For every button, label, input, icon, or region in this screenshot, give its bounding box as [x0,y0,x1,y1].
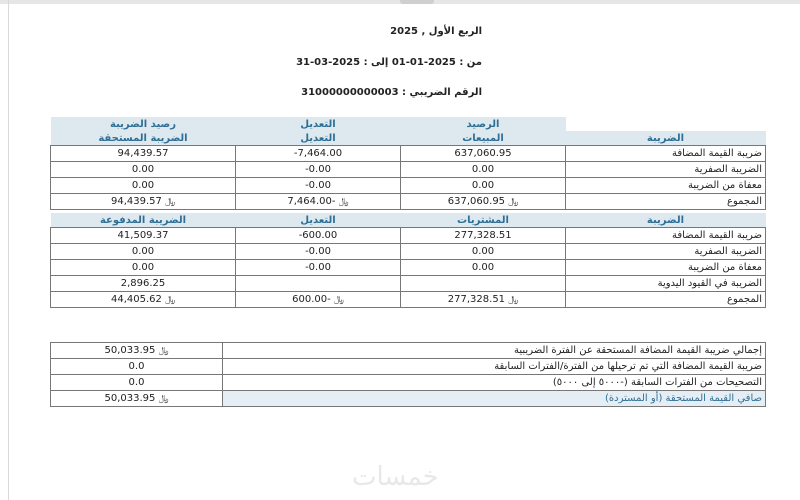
header-empty [566,117,766,131]
summary-value: ﷼ 50,033.95 [51,343,223,359]
header-tax: الضريبة [566,213,766,228]
summary-value: 0.0 [51,375,223,391]
summary-row [51,375,766,391]
tax-number: الرقم الضريبي : 31000000000003 [301,87,482,98]
riyal-icon: ﷼ [165,295,176,305]
total-adjustment: ﷼ -600.00 [236,292,401,308]
sales-header-row-1 [51,117,766,131]
table-row [51,146,766,162]
header-adjustment: التعديل [236,131,401,146]
riyal-icon: ﷼ [165,197,176,207]
summary-label: إجمالي ضريبة القيمة المضافة المستحقة عن الفترة الضريبية [223,343,766,359]
header-balance: الرصيد [401,117,566,131]
summary-row-net [51,391,766,407]
total-purchases: ﷼ 277,328.51 [401,292,566,308]
total-tax-due: ﷼ 94,439.57 [51,194,236,210]
row-label: الضريبة في القيود اليدوية [566,276,766,292]
purchases-cell: 0.00 [401,244,566,260]
adjustment-cell: -0.00 [236,178,401,194]
header-adjustment: التعديل [236,213,401,228]
total-row [51,194,766,210]
sales-cell: 637,060.95 [401,146,566,162]
summary-row [51,359,766,375]
summary-label: ضريبة القيمة المضافة التي تم ترحيلها من الفترة/الفترات السابقة [223,359,766,375]
scroll-handle[interactable] [400,0,434,4]
period-title: الربع الأول , 2025 [390,26,482,37]
total-label: المجموع [566,194,766,210]
page-edge [8,0,9,500]
tax-due-cell: 94,439.57 [51,146,236,162]
table-row [51,228,766,244]
adjustment-cell: -7,464.00 [236,146,401,162]
adjustment-cell: -0.00 [236,260,401,276]
purchases-cell [401,276,566,292]
header-tax-paid: الضريبة المدفوعة [51,213,236,228]
table-row [51,260,766,276]
tax-paid-cell: 0.00 [51,244,236,260]
header-tax-due: الضريبة المستحقة [51,131,236,146]
row-label: معفاة من الضريبة [566,260,766,276]
riyal-icon: ﷼ [508,197,519,207]
total-tax-paid: ﷼ 44,405.62 [51,292,236,308]
sales-cell: 0.00 [401,178,566,194]
summary-table [50,342,766,407]
total-row [51,292,766,308]
header-tax: الضريبة [566,131,766,146]
total-label: المجموع [566,292,766,308]
summary-value: 0.0 [51,359,223,375]
sales-cell: 0.00 [401,162,566,178]
table-row [51,162,766,178]
header-purchases: المشتريات [401,213,566,228]
table-row [51,178,766,194]
riyal-icon: ﷼ [338,197,349,207]
total-adjustment: ﷼ -7,464.00 [236,194,401,210]
purchases-cell: 277,328.51 [401,228,566,244]
summary-label: التصحيحات من الفترات السابقة (-٥٠٠٠ إلى ٥٠٠٠) [223,375,766,391]
tax-paid-cell: 2,896.25 [51,276,236,292]
row-label: الضريبة الصفرية [566,244,766,260]
table-row [51,276,766,292]
date-range: من : 2025-01-01 إلى : 2025-03-31 [296,57,482,68]
tax-paid-cell: 41,509.37 [51,228,236,244]
sales-table [50,117,766,210]
riyal-icon: ﷼ [158,394,169,404]
purchases-table [50,213,766,308]
riyal-icon: ﷼ [158,346,169,356]
summary-net-value: ﷼ 50,033.95 [51,391,223,407]
riyal-icon: ﷼ [333,295,344,305]
riyal-icon: ﷼ [508,295,519,305]
tax-due-cell: 0.00 [51,162,236,178]
row-label: معفاة من الضريبة [566,178,766,194]
adjustment-cell: -600.00 [236,228,401,244]
row-label: ضريبة القيمة المضافة [566,146,766,162]
adjustment-cell [236,276,401,292]
watermark-logo: خمسات [352,462,439,492]
adjustment-cell: -0.00 [236,162,401,178]
total-sales: ﷼ 637,060.95 [401,194,566,210]
row-label: ضريبة القيمة المضافة [566,228,766,244]
adjustment-cell: -0.00 [236,244,401,260]
sales-header-row-2 [51,131,766,146]
header-adjustment-top: التعديل [236,117,401,131]
purchases-header-row [51,213,766,228]
tax-paid-cell: 0.00 [51,260,236,276]
tax-due-cell: 0.00 [51,178,236,194]
table-row [51,244,766,260]
header-balance-due: رصيد الضريبة [51,117,236,131]
summary-row [51,343,766,359]
header-sales: المبيعات [401,131,566,146]
purchases-cell: 0.00 [401,260,566,276]
row-label: الضريبة الصفرية [566,162,766,178]
summary-net-label: صافي القيمة المستحقة (أو المستردة) [223,391,766,407]
